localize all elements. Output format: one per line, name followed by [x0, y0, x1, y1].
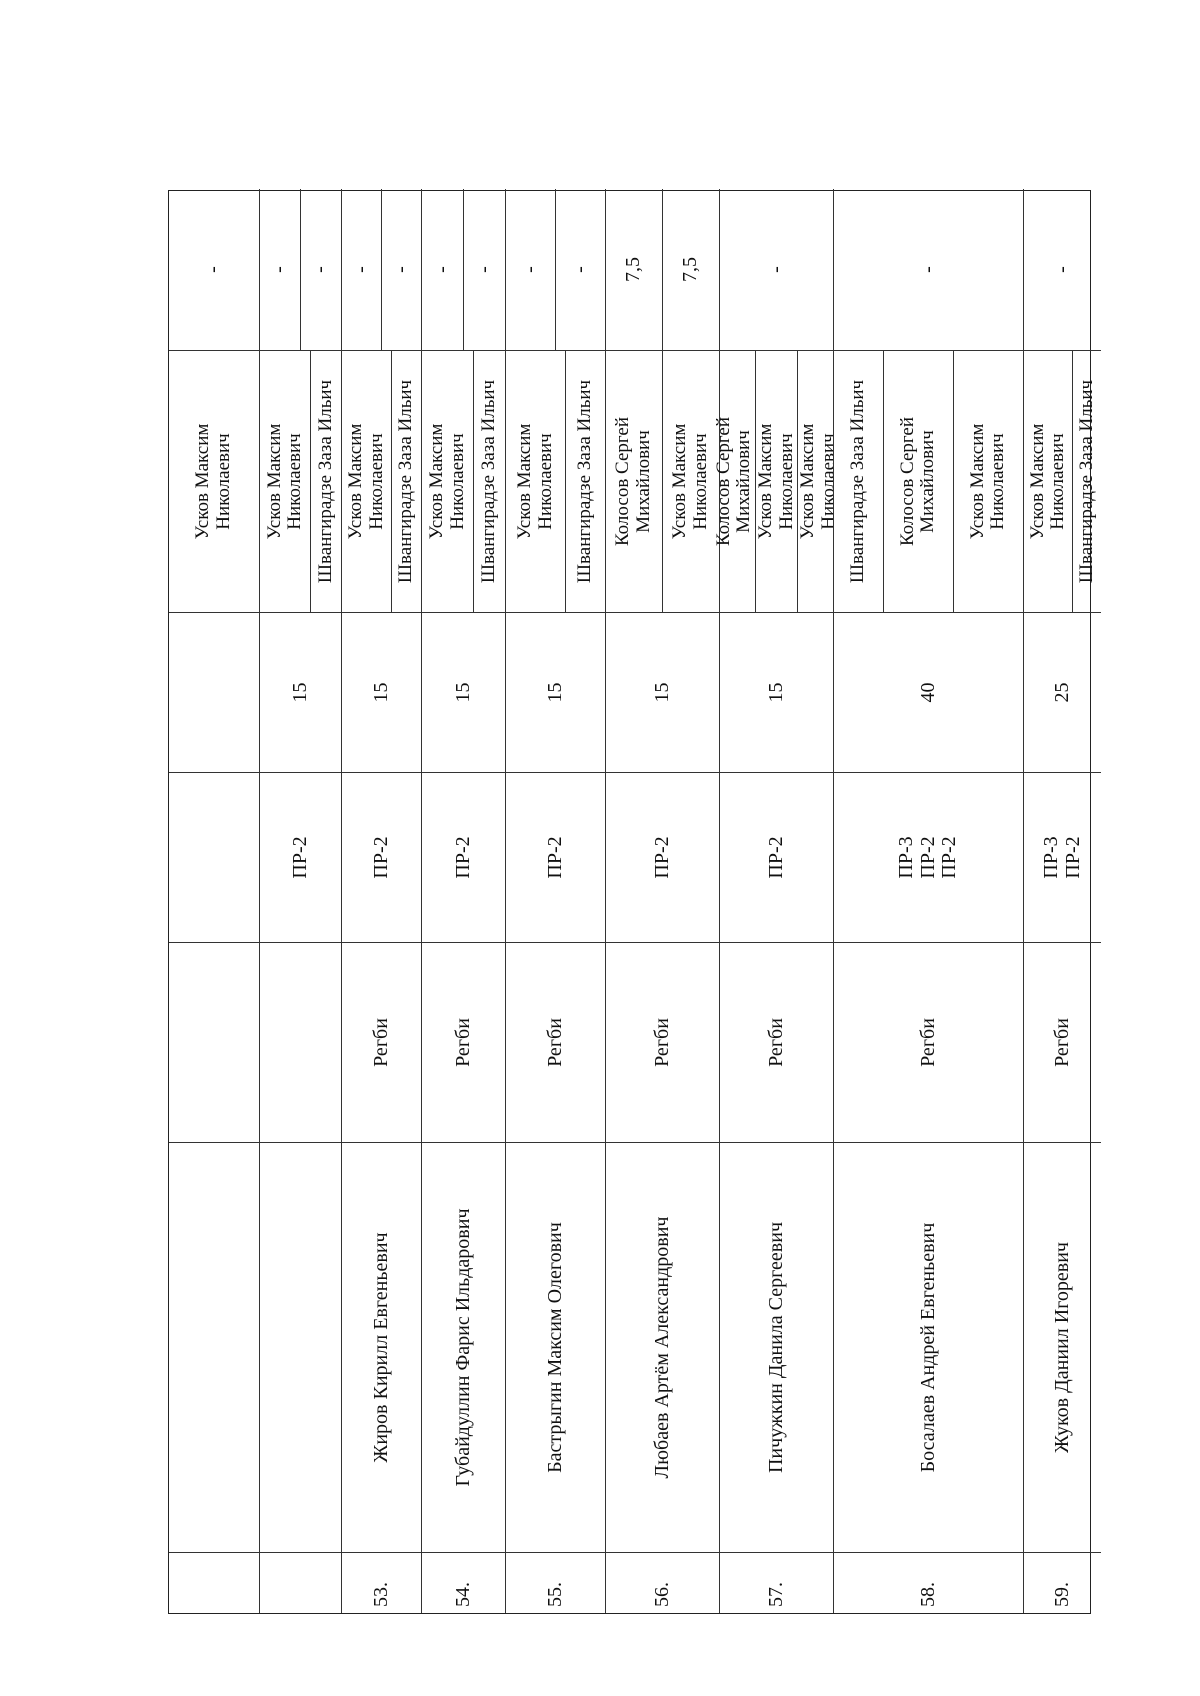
hours-text: 15 [764, 682, 787, 703]
coach-name: Усков Максим Николаевич [755, 351, 797, 612]
training-level [422, 773, 505, 943]
row-number [342, 1553, 421, 1613]
coach-hours-cell [260, 189, 341, 351]
athlete-name-text: Босалаев Андрей Евгеньевич [916, 1222, 939, 1473]
coach-name: Швангирадзе Заза Ильич [847, 379, 869, 584]
row-number-text: 53. [369, 1582, 392, 1607]
coach-hours: - [300, 189, 341, 350]
training-level-text: ПР-2 [288, 836, 311, 879]
coach-name: Швангирадзе Заза Ильич [1072, 351, 1101, 612]
coaches-cell [342, 351, 421, 613]
sport [169, 943, 259, 1143]
coaches-cell [1024, 351, 1101, 613]
coach-name: Усков Максим Николаевич [192, 423, 234, 540]
coach-name: Усков Максим Николаевич [1026, 423, 1069, 540]
hours [260, 613, 341, 773]
training-level [834, 773, 1023, 943]
table-row [605, 189, 719, 1613]
coach-hours-cell [169, 189, 259, 351]
athlete-name-text: Бастрыгин Максим Олегович [543, 1222, 566, 1473]
coach-hours: - [430, 266, 453, 273]
row-number [834, 1553, 1023, 1613]
coach-hours-cell [422, 189, 505, 351]
athlete-name [169, 1143, 259, 1553]
sport-text: Регби [543, 1018, 566, 1067]
coach-hours: 7,5 [622, 257, 645, 282]
coach-hours: - [1050, 266, 1073, 273]
training-level [606, 773, 719, 943]
sport [506, 943, 605, 1143]
sport-text: Регби [650, 1018, 673, 1067]
row-number-text: 58. [916, 1582, 939, 1607]
hours [720, 613, 833, 773]
hours [606, 613, 719, 773]
sport [342, 943, 421, 1143]
coach-hours: - [349, 266, 372, 273]
coaches-cell [260, 351, 341, 613]
row-number-text: 59. [1050, 1582, 1073, 1607]
coach-name: Усков Максим Николаевич [953, 351, 1023, 612]
table-row [169, 189, 259, 1613]
sport [720, 943, 833, 1143]
coaches-cell [422, 351, 505, 613]
sport-text: Регби [451, 1018, 474, 1067]
coaches-cell [169, 351, 259, 613]
coach-name: Усков Максим Николаевич [345, 423, 387, 540]
table-row [421, 189, 505, 1613]
sport [834, 943, 1023, 1143]
row-number [506, 1553, 605, 1613]
coach-name: Колосов Сергей Михайлович [612, 416, 654, 547]
sport-text: Регби [1050, 1018, 1073, 1067]
athlete-name [506, 1143, 605, 1553]
training-level-text: ПР-2 [451, 836, 474, 879]
coaches-cell [712, 351, 839, 613]
training-level-text: ПР-2 [764, 836, 787, 879]
athlete-name-text: Любаев Артём Александрович [650, 1216, 673, 1479]
training-level-text: ПР-3 ПР-2 [1039, 836, 1084, 879]
sport-text: Регби [916, 1018, 939, 1067]
sport [260, 943, 341, 1143]
coach-hours-cell [506, 189, 605, 351]
row-number [260, 1553, 341, 1613]
coach-hours: - [555, 189, 605, 350]
hours-text: 15 [288, 682, 311, 703]
hours-text: 15 [451, 682, 474, 703]
hours [342, 613, 421, 773]
row-number [422, 1553, 505, 1613]
hours [422, 613, 505, 773]
hours-text: 40 [916, 682, 939, 703]
row-number-text: 56. [650, 1582, 673, 1607]
coach-name: Колосов Сергей Михайлович [712, 416, 755, 547]
athlete-name [606, 1143, 719, 1553]
sport-text: Регби [764, 1018, 787, 1067]
row-number [606, 1553, 719, 1613]
coach-name: Усков Максим Николаевич [263, 423, 306, 540]
coach-hours: - [518, 266, 541, 273]
hours [834, 613, 1023, 773]
sport [1024, 943, 1101, 1143]
training-level-text: ПР-2 [369, 836, 392, 879]
table-row [259, 189, 341, 1613]
coach-name: Швангирадзе Заза Ильич [391, 351, 421, 612]
hours [1024, 613, 1101, 773]
row-number [720, 1553, 833, 1613]
coaches-cell [834, 351, 1023, 613]
coach-hours: - [916, 266, 939, 273]
coach-name: Швангирадзе Заза Ильич [310, 351, 341, 612]
athlete-name [342, 1143, 421, 1553]
athlete-name-text: Пичужкин Данила Сергеевич [764, 1221, 787, 1474]
athlete-name [834, 1143, 1023, 1553]
sport-text: Регби [369, 1018, 392, 1067]
athlete-name [422, 1143, 505, 1553]
coach-hours-cell [834, 189, 1023, 351]
coach-name: Швангирадзе Заза Ильич [473, 351, 505, 612]
training-level-text: ПР-2 [650, 836, 673, 879]
coach-hours-cell [606, 189, 719, 351]
sport [422, 943, 505, 1143]
coach-name: Усков Максим Николаевич [662, 351, 719, 612]
athlete-name-text: Жуков Даниил Игоревич [1050, 1242, 1073, 1453]
athlete-name [260, 1143, 341, 1553]
table-row [833, 189, 1023, 1613]
coach-hours: - [764, 266, 787, 273]
coaches-cell [606, 351, 719, 613]
coach-hours: - [202, 266, 225, 273]
row-number-text: 57. [764, 1582, 787, 1607]
training-level-text: ПР-3 ПР-2 ПР-2 [895, 836, 961, 879]
table-row [1023, 189, 1101, 1613]
schedule-table [168, 190, 1097, 1614]
athlete-name [720, 1143, 833, 1553]
coach-name: Колосов Сергей Михайлович [883, 351, 953, 612]
training-level [720, 773, 833, 943]
hours [506, 613, 605, 773]
athlete-name-text: Губайдуллин Фарис Ильдарович [451, 1208, 474, 1487]
coach-hours: - [268, 266, 291, 273]
hours [169, 613, 259, 773]
hours-text: 25 [1050, 682, 1073, 703]
athlete-name [1024, 1143, 1101, 1553]
coach-hours-cell [1024, 189, 1101, 351]
hours-text: 15 [369, 682, 392, 703]
training-level [342, 773, 421, 943]
coach-hours: - [463, 189, 505, 350]
hours-text: 15 [543, 682, 566, 703]
training-level [169, 773, 259, 943]
sport [606, 943, 719, 1143]
coaches-cell [506, 351, 605, 613]
coach-name: Усков Максим Николаевич [426, 423, 468, 540]
coach-name: Усков Максим Николаевич [514, 423, 556, 540]
coach-hours-cell [720, 189, 833, 351]
table-row [712, 189, 839, 1613]
training-level [1024, 773, 1101, 943]
coach-name: Швангирадзе Заза Ильич [565, 351, 605, 612]
training-level-text: ПР-2 [543, 836, 566, 879]
row-number-text: 55. [543, 1582, 566, 1607]
table-row [505, 189, 605, 1613]
athlete-name-text: Жиров Кирилл Евгеньевич [369, 1232, 392, 1463]
coach-hours-cell [342, 189, 421, 351]
coach-hours: - [381, 189, 421, 350]
coach-name: Усков Максим Николаевич [797, 351, 839, 612]
table-row [341, 189, 421, 1613]
training-level [506, 773, 605, 943]
row-number-text: 54. [451, 1582, 474, 1607]
training-level [260, 773, 341, 943]
row-number [169, 1553, 259, 1613]
row-number [1024, 1553, 1101, 1613]
coach-hours: 7,5 [662, 189, 719, 350]
hours-text: 15 [650, 682, 673, 703]
